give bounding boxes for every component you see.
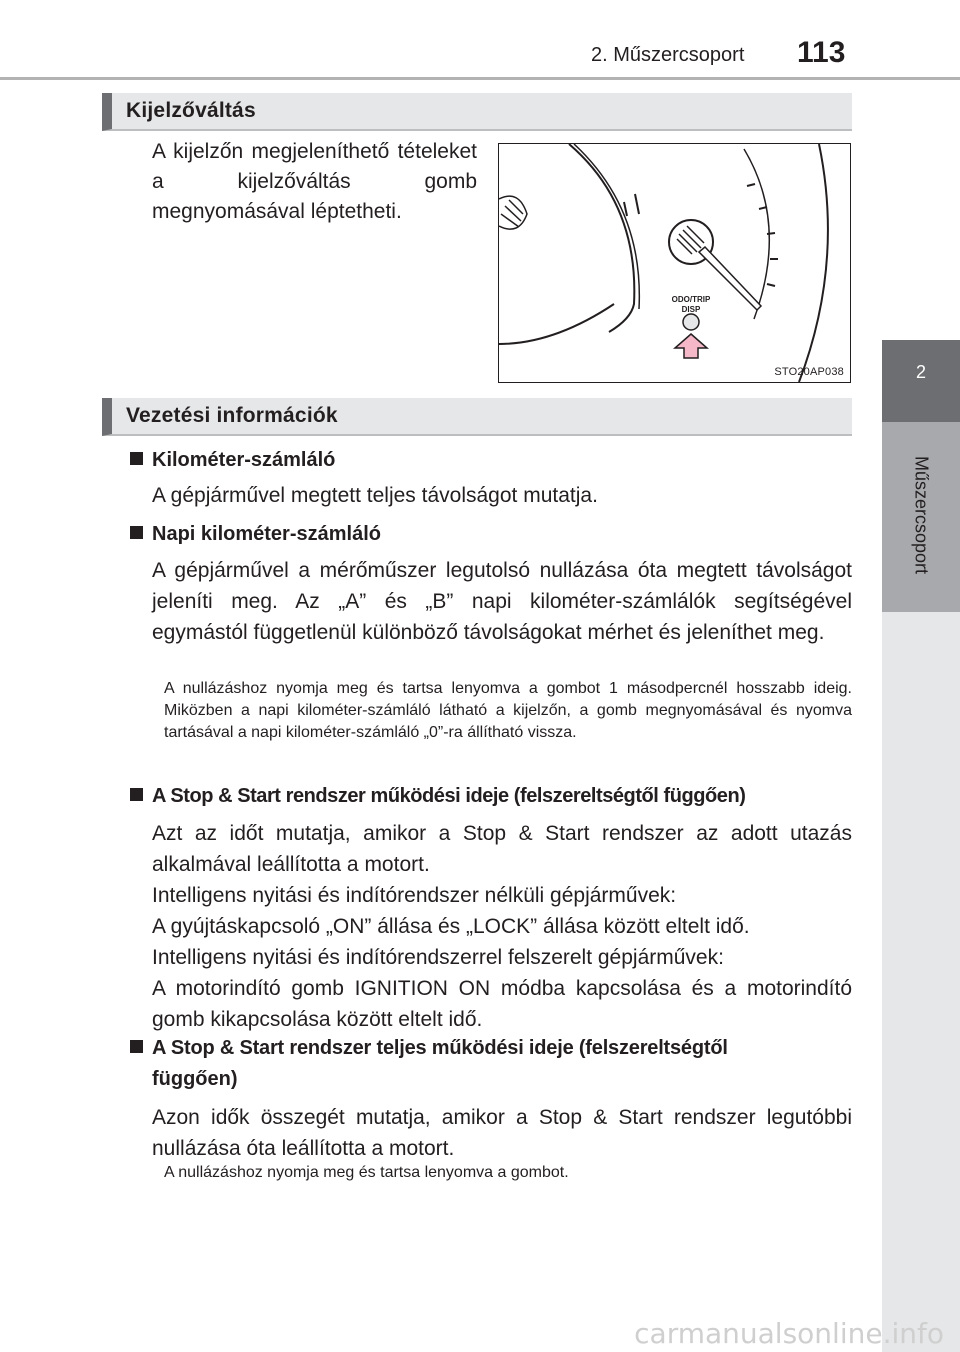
- intro-text: A kijelzőn megjeleníthető tételeket a kijelzőváltás gomb megnyomásával léptetheti.: [152, 140, 477, 223]
- subheading-text: Napi kilométer-számláló: [152, 523, 381, 545]
- subheading-stop-start-total-line2: [152, 1068, 238, 1091]
- figure-code: STO20AP038: [774, 366, 844, 378]
- subheading-trip-meter: [130, 523, 381, 546]
- paragraph-trip-meter: [152, 555, 852, 648]
- paragraph-text: A gyújtáskapcsoló „ON” állása és „LOCK” állása között eltelt idő.: [152, 915, 750, 938]
- note-text: A nullázáshoz nyomja meg és tartsa lenyomva a gombot 1 másodpercnél hosszabb ideig. Miközben a napi kilométer-számláló látható a kijelzőn, a gomb megnyomásával és nyomva tartásával a napi kilométer-számláló „0”-ra állítható vissza.: [164, 680, 852, 741]
- odo-trip-disp-button[interactable]: [683, 314, 699, 330]
- instrument-cluster-illustration: [498, 143, 851, 383]
- square-bullet-icon: [130, 1040, 143, 1053]
- paragraph-text: Azon idők összegét mutatja, amikor a Stop & Start rendszer legutóbbi nullázása óta leállította a motort.: [152, 1106, 852, 1160]
- cluster-drawing: [499, 144, 850, 382]
- intro-paragraph: [152, 137, 477, 227]
- disp-label: DISP: [681, 305, 701, 314]
- square-bullet-icon: [130, 788, 143, 801]
- paragraph-text: Intelligens nyitási és indítórendszerrel felszerelt gépjárművek:: [152, 946, 724, 969]
- note-text: A nullázáshoz nyomja meg és tartsa lenyomva a gombot.: [164, 1164, 569, 1181]
- paragraph-text: A gépjárművel megtett teljes távolságot mutatja.: [152, 484, 598, 507]
- paragraph-text: Azt az időt mutatja, amikor a Stop & Start rendszer az adott utazás alkalmával leállította a motort.: [152, 822, 852, 876]
- note-stop-start-total: [164, 1162, 852, 1184]
- chapter-tab-label: Műszercsoport: [911, 455, 932, 575]
- subheading-text: Kilométer-számláló: [152, 449, 336, 471]
- chapter-tab-number[interactable]: 2: [882, 340, 960, 422]
- note-trip-meter: [164, 678, 852, 744]
- paragraph-stop-start-total: [152, 1102, 852, 1164]
- paragraph-odometer: [152, 480, 852, 511]
- page-number: 113: [797, 36, 846, 69]
- subheading-stop-start-total: [130, 1037, 728, 1060]
- odo-trip-label: ODO/TRIP: [671, 295, 711, 304]
- section-heading-driving: [102, 398, 852, 436]
- section-title: Vezetési információk: [126, 404, 338, 427]
- header-rule: [0, 77, 960, 80]
- subheading-text: függően): [152, 1068, 238, 1090]
- paragraph-stop-start-time: [152, 818, 852, 1035]
- section-title: Kijelzőváltás: [126, 99, 256, 122]
- paragraph-text: Intelligens nyitási és indítórendszer nélküli gépjárművek:: [152, 884, 677, 907]
- chapter-title: 2. Műszercsoport: [591, 44, 745, 66]
- square-bullet-icon: [130, 526, 143, 539]
- paragraph-text: A gépjárművel a mérőműszer legutolsó nullázása óta megtett távolságot jeleníti meg. Az „A” és „B” napi kilométer-számlálók segítségével egymástól függetlenül különböző távolságokat mérhet és jeleníthet meg.: [152, 559, 852, 644]
- subheading-odometer: [130, 449, 335, 472]
- paragraph-text: A motorindító gomb IGNITION ON módba kapcsolása és a motorindító gomb kikapcsolása között eltelt idő.: [152, 977, 852, 1031]
- subheading-stop-start-time: [130, 785, 745, 808]
- tab-strip: [882, 612, 960, 1352]
- subheading-text: A Stop & Start rendszer működési ideje (felszereltségtől függően): [152, 785, 746, 807]
- square-bullet-icon: [130, 452, 143, 465]
- watermark: carmanualsonline.info: [634, 1317, 944, 1350]
- press-arrow-icon: [675, 334, 707, 358]
- subheading-text: A Stop & Start rendszer teljes működési ideje (felszereltségtől: [152, 1037, 728, 1059]
- section-heading-display: [102, 93, 852, 131]
